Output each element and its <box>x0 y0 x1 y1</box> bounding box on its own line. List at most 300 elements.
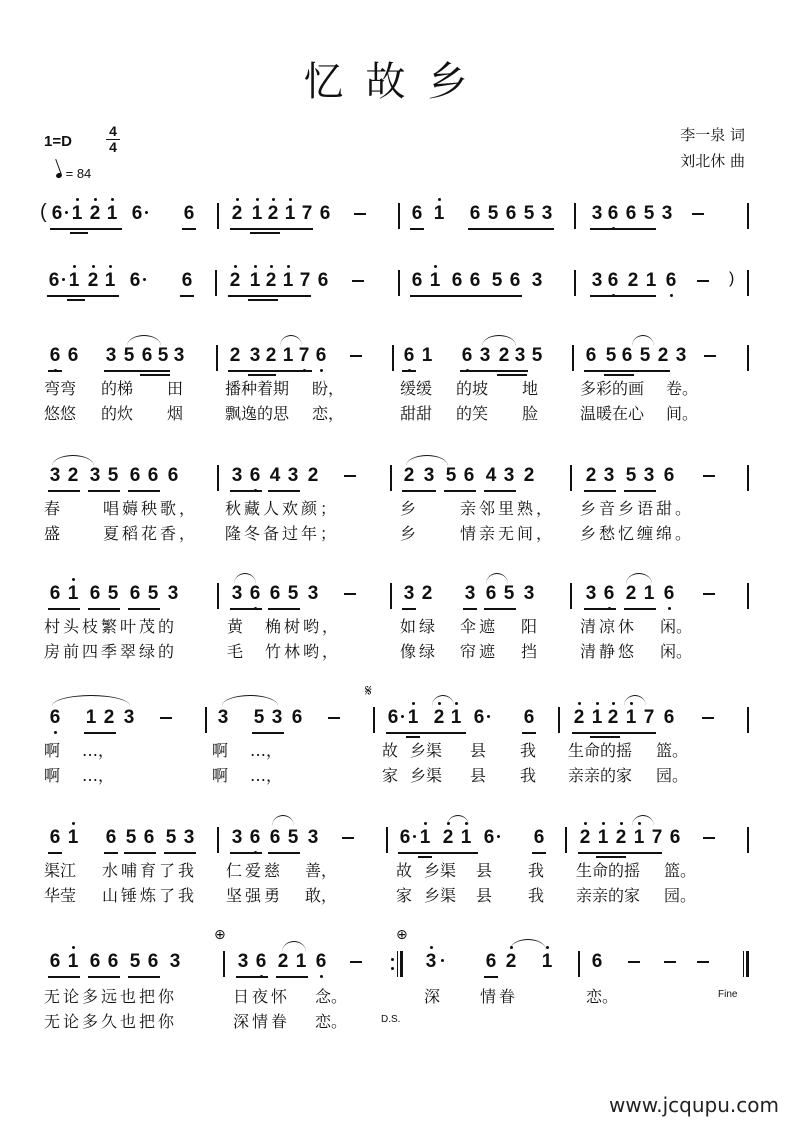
sustain-dash <box>692 213 704 215</box>
lyric-syllables: 间。 <box>666 404 699 423</box>
note: 6 <box>625 203 637 224</box>
note: 6 <box>181 270 193 291</box>
barline <box>223 951 225 977</box>
note: 6 <box>591 951 603 972</box>
note: 6 <box>607 270 619 291</box>
note: 7 <box>298 345 310 366</box>
barline <box>747 827 749 853</box>
lyric-syllables: 恋， <box>312 404 345 423</box>
lyric-syllables: 我 <box>528 861 545 880</box>
note: 3 <box>217 707 229 728</box>
note: 3 <box>425 951 437 972</box>
slur-arc <box>222 695 278 706</box>
barline <box>558 707 560 733</box>
lyric-syllables: 乡愁忆缠绵。 <box>580 524 695 543</box>
note: 6 <box>669 827 681 848</box>
beam-underline <box>140 374 170 376</box>
ds-mark: D.S. <box>381 1014 401 1025</box>
tempo-value: = 84 <box>65 166 92 181</box>
note: 3 <box>661 203 673 224</box>
note: 2 <box>625 583 637 604</box>
beam-underline <box>88 976 120 978</box>
lyric-syllables: 啊 <box>212 741 229 760</box>
note: 1 <box>282 270 294 291</box>
slur-arc <box>510 939 546 950</box>
time-signature <box>104 124 122 155</box>
lyric-syllables: 亲邻里熟， <box>460 499 556 518</box>
note: 7 <box>301 203 313 224</box>
note: 6 <box>469 270 481 291</box>
note: 1 <box>429 270 441 291</box>
lyric-syllables: 盛 <box>44 524 61 543</box>
note: 1 <box>282 345 294 366</box>
beam-underline <box>182 228 196 230</box>
lyric-syllables: 日夜怀 <box>233 987 291 1006</box>
note: 3 <box>423 465 435 486</box>
beam-underline <box>484 490 516 492</box>
augmentation-dot <box>62 278 65 281</box>
note: 6 <box>585 345 597 366</box>
lyric-syllables: 温暖在心 <box>580 404 645 423</box>
lyric-syllables: …， <box>250 766 283 785</box>
note: 6 <box>317 270 329 291</box>
note: 6 <box>485 951 497 972</box>
beam-underline <box>70 232 88 234</box>
note: 6 <box>291 707 303 728</box>
note: 6 <box>249 465 261 486</box>
beam-underline <box>88 608 120 610</box>
slur-arc <box>52 695 130 706</box>
beam-underline <box>484 976 498 978</box>
beam-underline <box>236 976 268 978</box>
note: 3 <box>237 951 249 972</box>
note: 3 <box>675 345 687 366</box>
beam-underline <box>250 232 280 234</box>
barline <box>747 465 749 491</box>
note: 5 <box>491 270 503 291</box>
sustain-dash <box>342 837 354 839</box>
beam-underline <box>584 608 616 610</box>
note: 3 <box>514 345 526 366</box>
lyric-syllables: 生命的摇 <box>568 741 633 760</box>
note: 5 <box>643 203 655 224</box>
note: 6 <box>315 345 327 366</box>
lyric-syllables: 乡渠 <box>424 886 457 905</box>
note: 6 <box>129 465 141 486</box>
note: 5 <box>147 583 159 604</box>
note: 5 <box>253 707 265 728</box>
barline <box>400 951 403 977</box>
note: 5 <box>165 827 177 848</box>
barline <box>572 345 574 371</box>
barline <box>205 707 207 733</box>
note: 5 <box>531 345 543 366</box>
lyric-syllables: 县 <box>470 766 487 785</box>
note: 1 <box>633 827 645 848</box>
note: 5 <box>503 583 515 604</box>
note: 7 <box>643 707 655 728</box>
beam-underline <box>463 608 477 610</box>
note: 1 <box>421 345 433 366</box>
note: 1 <box>419 827 431 848</box>
barline <box>398 203 400 229</box>
coda-icon: ⊕ <box>214 927 226 943</box>
note: 6 <box>403 345 415 366</box>
note: 2 <box>573 707 585 728</box>
lyric-syllables: 恋。 <box>315 1012 348 1031</box>
note: 6 <box>533 827 545 848</box>
note: 5 <box>125 827 137 848</box>
sustain-dash <box>344 593 356 595</box>
lyric-syllables: 家 <box>396 886 413 905</box>
lyric-syllables: 仁爱慈 <box>226 861 284 880</box>
note: 1 <box>85 707 97 728</box>
lyric-syllables: 如绿 <box>400 617 439 636</box>
barline <box>217 827 219 853</box>
augmentation-dot <box>487 715 490 718</box>
note: 6 <box>469 203 481 224</box>
note: 6 <box>505 203 517 224</box>
lyric-syllables: 阳 <box>521 617 538 636</box>
note: 7 <box>651 827 663 848</box>
beam-underline <box>410 228 424 230</box>
beam-underline <box>48 370 62 372</box>
beam-underline <box>276 976 308 978</box>
lyric-syllables: 盼， <box>312 379 345 398</box>
barline <box>747 345 749 371</box>
lyric-syllables: 乡 <box>400 524 417 543</box>
augmentation-dot <box>441 959 444 962</box>
lyric-syllables: 念。 <box>315 987 348 1006</box>
barline <box>747 583 749 609</box>
note: 1 <box>284 203 296 224</box>
beam-underline <box>180 295 194 297</box>
note: 2 <box>229 345 241 366</box>
lyric-syllables: 闲。 <box>660 642 693 661</box>
note: 3 <box>591 203 603 224</box>
note: 3 <box>503 465 515 486</box>
note: 6 <box>105 827 117 848</box>
note: 6 <box>49 583 61 604</box>
note: 6 <box>483 827 495 848</box>
beam-underline <box>248 299 278 301</box>
note: 4 <box>269 465 281 486</box>
lyric-syllables: 华莹 <box>44 886 77 905</box>
note: 2 <box>267 203 279 224</box>
lyric-syllables: …， <box>250 741 283 760</box>
sustain-dash <box>344 475 356 477</box>
note: 2 <box>103 707 115 728</box>
sustain-dash <box>160 717 172 719</box>
note: 6 <box>473 707 485 728</box>
beam-underline <box>228 370 312 372</box>
note: 1 <box>591 707 603 728</box>
note: 2 <box>607 707 619 728</box>
note: 3 <box>123 707 135 728</box>
note: 2 <box>87 270 99 291</box>
lyric-syllables: 无论多远也把你 <box>44 987 178 1006</box>
beam-underline <box>268 852 300 854</box>
note: 6 <box>523 707 535 728</box>
tempo-marking <box>56 166 91 181</box>
note: 6 <box>463 465 475 486</box>
barline <box>390 583 392 609</box>
note: 6 <box>663 707 675 728</box>
note: 2 <box>277 951 289 972</box>
note: 2 <box>585 465 597 486</box>
note: 5 <box>123 345 135 366</box>
beam-underline <box>590 295 656 297</box>
note: 2 <box>307 465 319 486</box>
note: 6 <box>129 270 141 291</box>
augmentation-dot <box>391 967 394 970</box>
beam-underline <box>230 608 262 610</box>
lyric-syllables: …， <box>82 766 115 785</box>
lyric-syllables: 家 <box>382 766 399 785</box>
lyric-syllables: 的坡 <box>456 379 489 398</box>
lyric-syllables: 清静悠 <box>580 642 638 661</box>
note: 3 <box>591 270 603 291</box>
beam-underline <box>252 732 284 734</box>
beam-underline <box>484 608 516 610</box>
note: 5 <box>287 827 299 848</box>
beam-underline <box>228 295 311 297</box>
segno-icon: 𝄋 <box>365 681 372 700</box>
lyric-syllables: 恋。 <box>586 987 619 1006</box>
barline <box>747 203 749 229</box>
note: 6 <box>89 583 101 604</box>
lyric-syllables: 脸 <box>522 404 539 423</box>
lyric-syllables: 园。 <box>656 766 689 785</box>
lyric-syllables: 情眷 <box>480 987 519 1006</box>
lyric-syllables: 我 <box>520 741 537 760</box>
lyric-syllables: 像绿 <box>400 642 439 661</box>
barline <box>217 203 219 229</box>
note: 2 <box>403 465 415 486</box>
barline <box>747 270 749 296</box>
note: 6 <box>485 583 497 604</box>
beam-underline <box>584 370 670 372</box>
lyric-syllables: 山锤炼了我 <box>102 886 198 905</box>
note: 6 <box>249 827 261 848</box>
beam-underline <box>104 370 170 372</box>
barline <box>746 951 749 977</box>
note: 2 <box>505 951 517 972</box>
song-title: 忆故乡 <box>303 59 490 105</box>
note: 6 <box>663 465 675 486</box>
slur-arc <box>624 695 646 706</box>
note: 3 <box>307 583 319 604</box>
beam-underline <box>468 228 554 230</box>
lyric-syllables: 啊 <box>44 741 61 760</box>
lyric-syllables: 地 <box>522 379 539 398</box>
note: 3 <box>585 583 597 604</box>
lyric-syllables: 挡 <box>521 642 538 661</box>
note: 6 <box>51 203 63 224</box>
beam-underline <box>48 490 80 492</box>
note: 6 <box>167 465 179 486</box>
lyric-syllables: 毛 <box>227 642 244 661</box>
lyric-syllables: 乡渠 <box>410 741 443 760</box>
lyric-syllables: 多彩的画 <box>580 379 645 398</box>
note: 6 <box>319 203 331 224</box>
note: 5 <box>523 203 535 224</box>
lyric-syllables: 闲。 <box>660 617 693 636</box>
lyric-syllables: 秋藏人欢颜； <box>225 499 340 518</box>
note: 7 <box>299 270 311 291</box>
beam-underline <box>48 852 62 854</box>
note: 6 <box>67 345 79 366</box>
lyric-syllables: 生命的摇 <box>576 861 641 880</box>
sustain-dash <box>702 717 714 719</box>
sustain-dash <box>352 280 364 282</box>
sustain-dash <box>350 961 362 963</box>
note: 3 <box>287 465 299 486</box>
barline <box>215 270 217 296</box>
note: 6 <box>131 203 143 224</box>
lyric-syllables: 烟 <box>167 404 184 423</box>
beam-underline <box>268 608 300 610</box>
note: 5 <box>639 345 651 366</box>
key-signature: 1=D <box>44 133 72 150</box>
note: 1 <box>67 583 79 604</box>
barline <box>743 951 744 977</box>
lyric-syllables: 故 <box>396 861 413 880</box>
barline <box>216 345 218 371</box>
beam-underline <box>522 732 536 734</box>
note: 3 <box>603 465 615 486</box>
barline <box>570 583 572 609</box>
quarter-note-icon <box>55 172 62 179</box>
lyric-syllables: 竹林哟， <box>265 642 342 661</box>
beam-underline <box>402 608 416 610</box>
lyricist-credit: 李一泉 词 <box>680 126 745 144</box>
slur-arc <box>432 695 454 706</box>
fine-mark: Fine <box>718 989 738 1000</box>
note: 2 <box>442 827 454 848</box>
augmentation-dot <box>143 278 146 281</box>
lyric-syllables: 甜甜 <box>400 404 433 423</box>
lyric-syllables: 的梯 <box>101 379 134 398</box>
note: 5 <box>107 583 119 604</box>
note: 6 <box>49 345 61 366</box>
lyric-syllables: 飘逸的思 <box>225 404 290 423</box>
note: 5 <box>157 345 169 366</box>
lyric-syllables: 清凉休 <box>580 617 638 636</box>
lyric-syllables: 卷。 <box>666 379 699 398</box>
lyric-syllables: 隆冬备过年； <box>225 524 340 543</box>
lyric-syllables: 乡渠 <box>410 766 443 785</box>
note: 6 <box>49 951 61 972</box>
note: 2 <box>615 827 627 848</box>
lyric-syllables: 县 <box>476 861 493 880</box>
augmentation-dot <box>65 211 68 214</box>
sustain-dash <box>697 961 709 963</box>
time-signature-bottom: 4 <box>109 139 117 155</box>
beam-underline <box>572 732 656 734</box>
augmentation-dot <box>497 835 500 838</box>
note: 3 <box>167 583 179 604</box>
barline <box>570 465 572 491</box>
note: 1 <box>104 270 116 291</box>
beam-underline <box>128 976 160 978</box>
note: 2 <box>657 345 669 366</box>
note: 2 <box>89 203 101 224</box>
note: 6 <box>461 345 473 366</box>
note: 6 <box>411 270 423 291</box>
note: 5 <box>605 345 617 366</box>
composer-credit: 刘北休 曲 <box>680 152 745 170</box>
note: 6 <box>411 203 423 224</box>
note: 3 <box>643 465 655 486</box>
note: 6 <box>451 270 463 291</box>
lyric-syllables: 缓缓 <box>400 379 433 398</box>
beam-underline <box>50 228 122 230</box>
lyric-syllables: 我 <box>528 886 545 905</box>
time-signature-top: 4 <box>109 123 117 139</box>
note: 6 <box>665 270 677 291</box>
lyric-syllables: 水哺育了我 <box>102 861 198 880</box>
beam-underline <box>84 732 116 734</box>
beam-underline <box>398 852 478 854</box>
beam-underline <box>124 852 156 854</box>
note: 5 <box>107 465 119 486</box>
note: 6 <box>387 707 399 728</box>
lyric-syllables: 县 <box>476 886 493 905</box>
note: 2 <box>421 583 433 604</box>
note: 1 <box>625 707 637 728</box>
note: 6 <box>49 707 61 728</box>
beam-underline <box>48 976 80 978</box>
note: 6 <box>183 203 195 224</box>
note: 6 <box>269 583 281 604</box>
note: 2 <box>265 270 277 291</box>
lyric-syllables: 情亲无间， <box>460 524 556 543</box>
note: 1 <box>106 203 118 224</box>
note: 6 <box>48 270 60 291</box>
lyric-syllables: 乡 <box>400 499 417 518</box>
note: 3 <box>541 203 553 224</box>
beam-underline <box>230 228 313 230</box>
note: 1 <box>67 951 79 972</box>
lyric-syllables: 房前四季翠绿的 <box>44 642 178 661</box>
barline <box>578 951 580 977</box>
note: 5 <box>287 583 299 604</box>
augmentation-dot <box>401 715 404 718</box>
note: 3 <box>183 827 195 848</box>
sustain-dash <box>350 355 362 357</box>
note: 1 <box>645 270 657 291</box>
note: 6 <box>143 827 155 848</box>
note: 3 <box>523 583 535 604</box>
slur-arc <box>632 815 654 826</box>
note: 2 <box>67 465 79 486</box>
note: 1 <box>597 827 609 848</box>
note: 3 <box>307 827 319 848</box>
lyric-syllables: 敢， <box>305 886 338 905</box>
barline <box>217 465 219 491</box>
beam-underline <box>67 299 85 301</box>
beam-underline <box>48 608 80 610</box>
barline <box>390 465 392 491</box>
note: 6 <box>509 270 521 291</box>
lyric-syllables: 悠悠 <box>44 404 77 423</box>
note: 3 <box>531 270 543 291</box>
lyric-syllables: 渠江 <box>44 861 77 880</box>
barline <box>217 583 219 609</box>
beam-underline <box>578 852 662 854</box>
note: 1 <box>68 270 80 291</box>
